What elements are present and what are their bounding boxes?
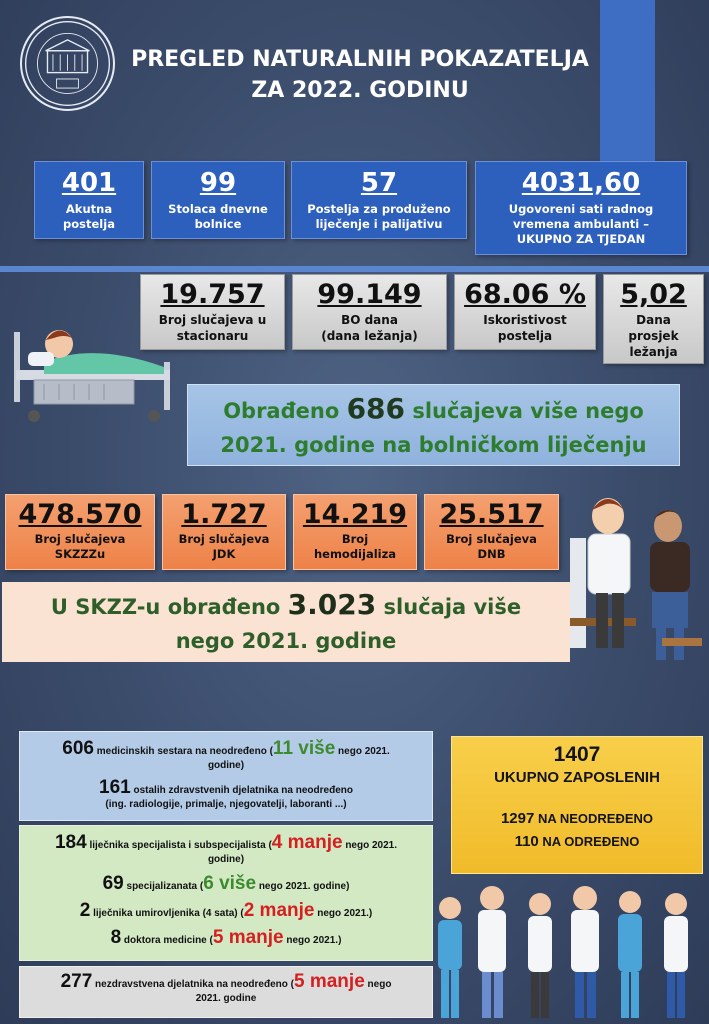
stat-bed-days — [292, 274, 447, 350]
stat-label: Broj slučajeva — [446, 532, 537, 546]
staff-text: nego — [364, 979, 392, 990]
title-line-2: ZA 2022. GODINU — [251, 78, 469, 103]
stat-day-hospital-chairs — [151, 161, 285, 239]
stat-label: JDK — [212, 547, 236, 561]
staff-count: 69 — [102, 873, 124, 894]
medical-staff-illustration — [430, 880, 706, 1020]
staff-count: 606 — [62, 738, 94, 759]
stat-value: 5,02 — [620, 279, 687, 310]
stat-label: Postelja za produženo — [307, 202, 451, 216]
permanent-label: NA NEODREĐENO — [534, 811, 654, 826]
staff-delta: 2 manje — [243, 900, 315, 921]
banner-text: Obrađeno — [223, 399, 347, 423]
divider-line — [0, 266, 709, 272]
permanent-row — [452, 810, 702, 827]
stat-skzzz-cases — [5, 494, 155, 570]
stat-label: DNB — [477, 547, 506, 561]
nurses-staff-panel — [19, 731, 433, 821]
stat-label: Broj slučajeva — [178, 532, 270, 546]
staff-delta: 11 više — [272, 738, 336, 759]
stat-label: hemodijaliza — [313, 547, 397, 561]
staff-text: liječnika umirovljenika (4 sata) ( — [90, 908, 244, 919]
staff-count: 184 — [54, 832, 87, 853]
stat-label: liječenje i palijativu — [315, 217, 443, 231]
stat-hemodialysis — [293, 494, 417, 570]
stat-label: Broj slučajeva — [34, 532, 126, 546]
staff-text: nego 2021. — [335, 746, 390, 757]
staff-delta: 4 manje — [271, 832, 343, 853]
stat-label: postelja — [63, 217, 115, 231]
staff-delta: 5 manje — [212, 927, 284, 948]
staff-text: specijalizanata ( — [123, 881, 204, 892]
stat-value: 99.149 — [317, 279, 422, 310]
stat-bed-occupancy — [454, 274, 596, 350]
stat-value: 14.219 — [302, 499, 408, 530]
specialists-row — [20, 832, 432, 853]
staff-text: nego 2021.) — [314, 908, 373, 919]
title-line-1: PREGLED NATURALNIH POKAZATELJA — [131, 47, 589, 72]
banner-number: 3.023 — [287, 588, 377, 621]
retired-doctors-row — [20, 900, 432, 921]
temporary-count: 110 — [514, 833, 539, 850]
stat-label: ležanja — [629, 345, 678, 359]
staff-text: medicinskih sestara na neodređeno ( — [93, 746, 273, 757]
other-health-row — [20, 777, 432, 798]
nurses-row — [20, 738, 432, 759]
inpatient-increase-banner — [187, 384, 680, 466]
skzz-increase-banner — [2, 582, 570, 662]
doctors-of-medicine-row — [20, 927, 432, 948]
staff-count: 2 — [79, 900, 91, 921]
banner-text: slučaja više — [376, 595, 522, 619]
stat-label: prosjek — [628, 329, 679, 343]
stat-label: Stolaca dnevne — [168, 202, 268, 216]
stat-label: Broj — [341, 532, 369, 546]
hospital-seal-logo — [20, 16, 115, 111]
banner-text: nego 2021. godine — [175, 629, 397, 653]
staff-count: 161 — [99, 777, 131, 798]
stat-label: vremena ambulanti – — [513, 217, 649, 231]
stat-label: Iskoristivost — [483, 313, 567, 327]
stat-acute-beds — [34, 161, 144, 239]
staff-text: 2021. godine — [195, 993, 257, 1004]
hospital-bed-illustration — [4, 312, 190, 430]
staff-text: ostalih zdravstvenih djelatnika na neodređeno — [130, 785, 353, 796]
staff-delta: 6 više — [203, 873, 257, 894]
stat-value: 4031,60 — [521, 168, 641, 198]
staff-count: 8 — [110, 927, 122, 948]
stat-label: UKUPNO ZA TJEDAN — [516, 232, 646, 246]
total-label: UKUPNO ZAPOSLENIH — [494, 769, 660, 786]
temporary-row — [452, 833, 702, 850]
total-employees-box — [451, 736, 703, 874]
staff-text: godine) — [207, 760, 245, 771]
banner-number: 686 — [346, 392, 406, 425]
staff-count: 277 — [60, 971, 93, 992]
staff-delta: 5 manje — [294, 971, 365, 992]
staff-text: liječnika specijalista i subspecijalista ( — [86, 840, 272, 851]
stat-label: Broj slučajeva u — [158, 313, 267, 327]
stat-label: BO dana — [341, 313, 398, 327]
stat-value: 19.757 — [160, 279, 265, 310]
stat-label: Ugovoreni sati radnog — [508, 202, 654, 216]
stat-label: Akutna — [65, 202, 113, 216]
stat-label: Dana — [636, 313, 671, 327]
stat-label: bolnice — [194, 217, 242, 231]
stat-value: 1.727 — [181, 499, 267, 530]
banner-text: 2021. godine na bolničkom liječenju — [220, 433, 647, 457]
stat-jdk-cases — [162, 494, 286, 570]
page-title — [125, 44, 595, 106]
residents-row — [20, 873, 432, 894]
stat-value: 401 — [61, 168, 117, 198]
stat-extended-care-beds — [291, 161, 467, 239]
stat-avg-stay — [603, 274, 704, 364]
doctor-patient-illustration — [566, 488, 706, 668]
staff-text: nego 2021.) — [283, 935, 342, 946]
staff-text: doktora medicine ( — [121, 935, 213, 946]
stat-label: (dana ležanja) — [321, 329, 418, 343]
staff-text: nego 2021. — [342, 840, 398, 851]
banner-text: U SKZZ-u obrađeno — [50, 595, 288, 619]
staff-text: godine) — [207, 854, 245, 865]
stat-value: 99 — [199, 168, 237, 198]
non-health-staff-panel — [19, 966, 433, 1018]
stat-label: stacionaru — [176, 329, 249, 343]
stat-dnb-cases — [424, 494, 559, 570]
staff-text: (ing. radiologije, primalje, njegovatelji, laboranti ...) — [105, 799, 347, 810]
decorative-stripe — [600, 0, 655, 165]
stat-label: SKZZZu — [54, 547, 106, 561]
stat-value: 57 — [360, 168, 398, 198]
stat-contracted-hours — [475, 161, 687, 255]
staff-text: nego 2021. godine) — [256, 881, 350, 892]
stat-value: 68.06 % — [464, 279, 586, 310]
permanent-count: 1297 — [500, 810, 535, 827]
stat-value: 478.570 — [18, 499, 142, 530]
temporary-label: NA ODREĐENO — [538, 834, 640, 849]
banner-text: slučajeva više nego — [405, 399, 644, 423]
stat-value: 25.517 — [439, 499, 544, 530]
doctors-staff-panel — [19, 825, 433, 961]
total-count: 1407 — [553, 743, 601, 766]
non-health-row — [20, 971, 432, 992]
stat-label: postelja — [497, 329, 553, 343]
staff-text: nezdravstvena djelatnika na neodređeno ( — [92, 979, 294, 990]
